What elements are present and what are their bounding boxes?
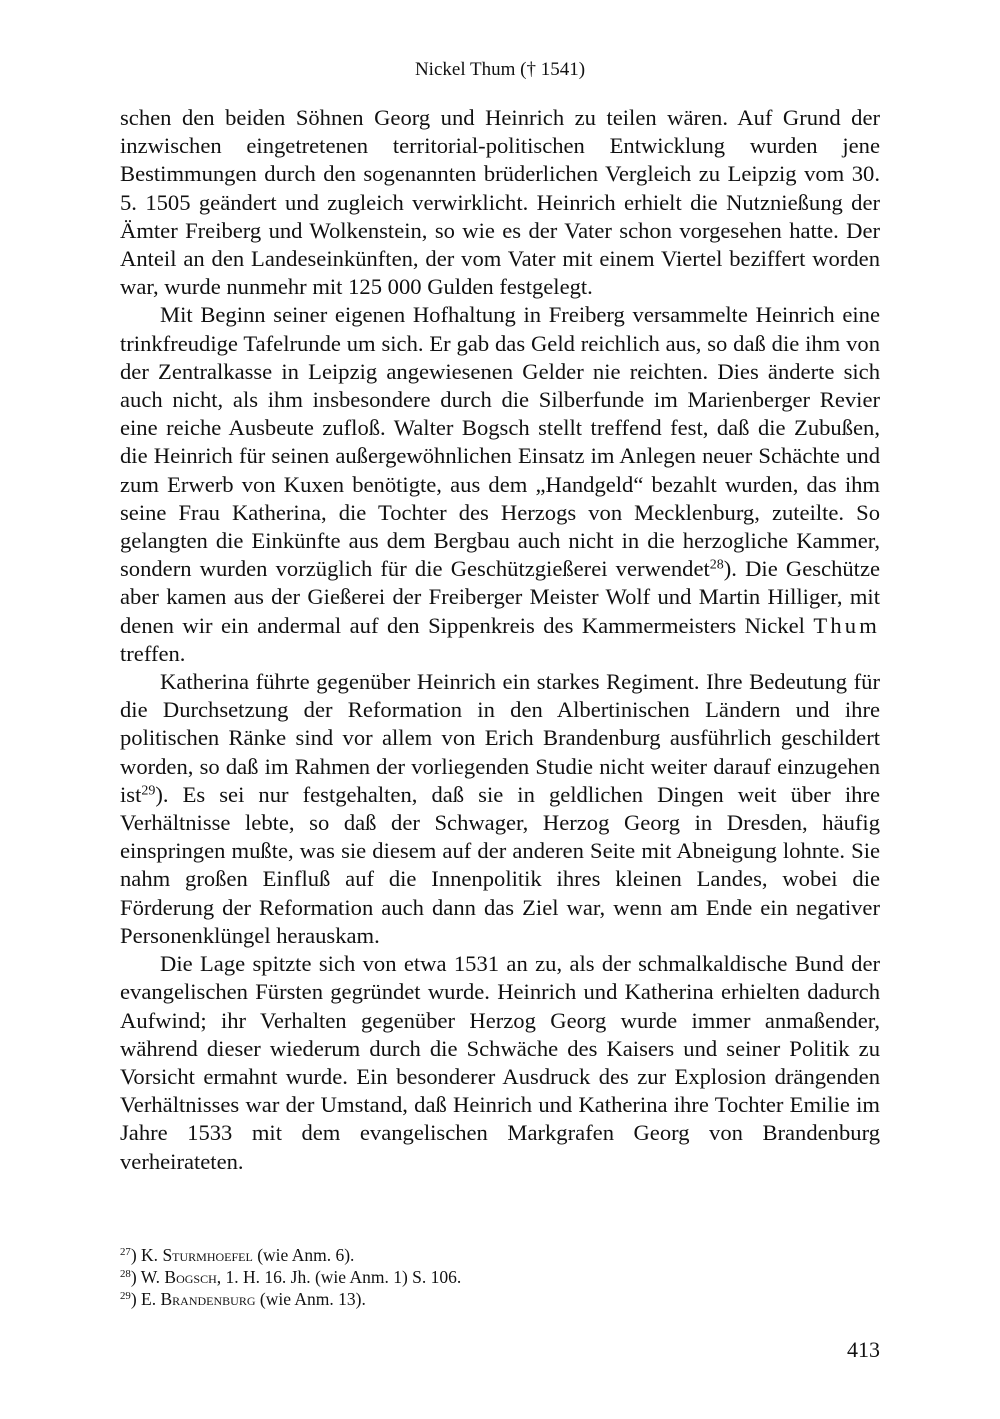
footnote-initial: K. (141, 1245, 163, 1265)
footnote-text: (wie Anm. 13). (255, 1289, 366, 1309)
running-head: Nickel Thum († 1541) (414, 59, 586, 80)
paragraph (120, 104, 880, 301)
footnote (120, 1288, 880, 1310)
text-run: Mit Beginn seiner eigenen Hofhaltung in Freiberg versammelte Heinrich eine trinkfreudige Tafelrunde um sich. Er gab das Geld reichlich aus, so daß die ihm von der Zentralkasse in Leipzig angewiesenen Gelder nie reichten. Dies änderte sich auch nicht, als ihm insbesondere durch die Silberfunde im Marienberger Revier eine reiche Ausbeute zufloß. Walter Bogsch stellt treffend fest, daß die Zubußen, die Heinrich für seinen außergewöhnlichen Einsatz im Anlegen neuer Schächte und zum Erwerb von Kuxen benötigte, aus dem „Handgeld“ bezahlt wurden, das ihm seine Frau Katherina, die Tochter des Herzogs von Mecklenburg, zuteilte. So gelangten die Einkünfte aus dem Bergbau auch nicht in die herzogliche Kammer, sondern wurden vorzüglich für die Geschützgießerei verwendet (120, 302, 880, 582)
footnote-text: , 1. H. 16. Jh. (wie Anm. 1) S. 106. (216, 1267, 462, 1287)
footnote-author: Sturmhoefel (162, 1245, 253, 1265)
paragraph (120, 301, 880, 668)
text-run: ). Die Geschütze aber kamen aus der Gießerei der Freiberger Meister Wolf und Martin Hilliger, mit denen wir ein andermal auf den Sippenkreis des Kammermeisters Nickel (120, 556, 881, 638)
paragraph (120, 668, 880, 950)
text-run: Die Lage spitzte sich von etwa 1531 an zu, als der schmalkaldische Bund der evangelischen Fürsten gegründet wurde. Heinrich und Katherina erhielten dadurch Aufwind; ihr Verhalten gegenüber Herzog Georg wurde immer anmaßender, während dieser wiederum durch die Schwäche des Kaisers und seiner Politik zu Vorsicht ermahnt wurde. Ein besonderer Ausdruck des zur Explosion drängenden Verhältnisses war der Umstand, daß Heinrich und Katherina ihre Tochter Emilie im Jahre 1533 mit dem evangelischen Markgrafen Georg von Brandenburg verheirateten. (120, 951, 880, 1174)
paragraph (120, 950, 880, 1176)
footnote-text: (wie Anm. 6). (252, 1245, 355, 1265)
page-number: 413 (847, 1337, 880, 1362)
footnote-author: Brandenburg (160, 1289, 256, 1309)
footnote-ref: 29 (141, 783, 156, 799)
footnote-author: Bogsch (164, 1267, 217, 1287)
footnote-initial: E. (141, 1289, 161, 1309)
footnote-ref: 28 (709, 557, 724, 573)
text-run: ). Es sei nur festgehalten, daß sie in geldlichen Dingen weit über ihre Verhältnisse lebte, so daß der Schwager, Herzog Georg in Dresden, häufig einspringen mußte, was sie diesem auf der anderen Seite mit Abneigung lohnte. Sie nahm großen Einfluß auf die Innenpolitik ihres kleinen Landes, wobei die Förderung der Reformation auch dann das Ziel war, wenn am Ende ein negativer Personenklüngel herauskam. (120, 781, 880, 948)
footnote (120, 1266, 880, 1288)
footnote-initial: W. (140, 1267, 165, 1287)
body-text (120, 104, 880, 1176)
footnote-paren: ) (130, 1245, 142, 1265)
footnote-number: 28 (120, 1268, 131, 1281)
text-run: schen den beiden Söhnen Georg und Heinrich zu teilen wären. Auf Grund der inzwischen eingetretenen territorial-politischen Entwicklung wurden jene Bestimmungen durch den sogenannten brüderlichen Vergleich zu Leipzig vom 30. 5. 1505 geändert und zugleich verwirklicht. Heinrich erhielt die Nutznießung der Ämter Freiberg und Wolkenstein, so wie es der Vater schon vorgesehen hatte. Der Anteil an den Landeseinkünften, der vom Vater mit einem Viertel beziffert worden war, wurde nunmehr mit 125 000 Gulden festgelegt. (120, 105, 880, 300)
footnote-paren: ) (130, 1267, 141, 1287)
footnote-paren: ) (130, 1289, 142, 1309)
footnote (120, 1244, 880, 1266)
text-run: Katherina führte gegenüber Heinrich ein starkes Regiment. Ihre Bedeutung für die Durchsetzung der Reformation in den Albertinischen Ländern und ihre politischen Ränke sind vor allem von Erich Brandenburg ausführlich geschildert worden, so daß im Rahmen der vorliegenden Studie nicht weiter darauf einzugehen ist (120, 669, 880, 807)
footnote-number: 27 (120, 1246, 131, 1259)
spaced-name: Thum (813, 612, 880, 638)
footnote-number: 29 (120, 1290, 131, 1303)
footnotes (120, 1244, 880, 1310)
text-run: treffen. (120, 640, 186, 666)
